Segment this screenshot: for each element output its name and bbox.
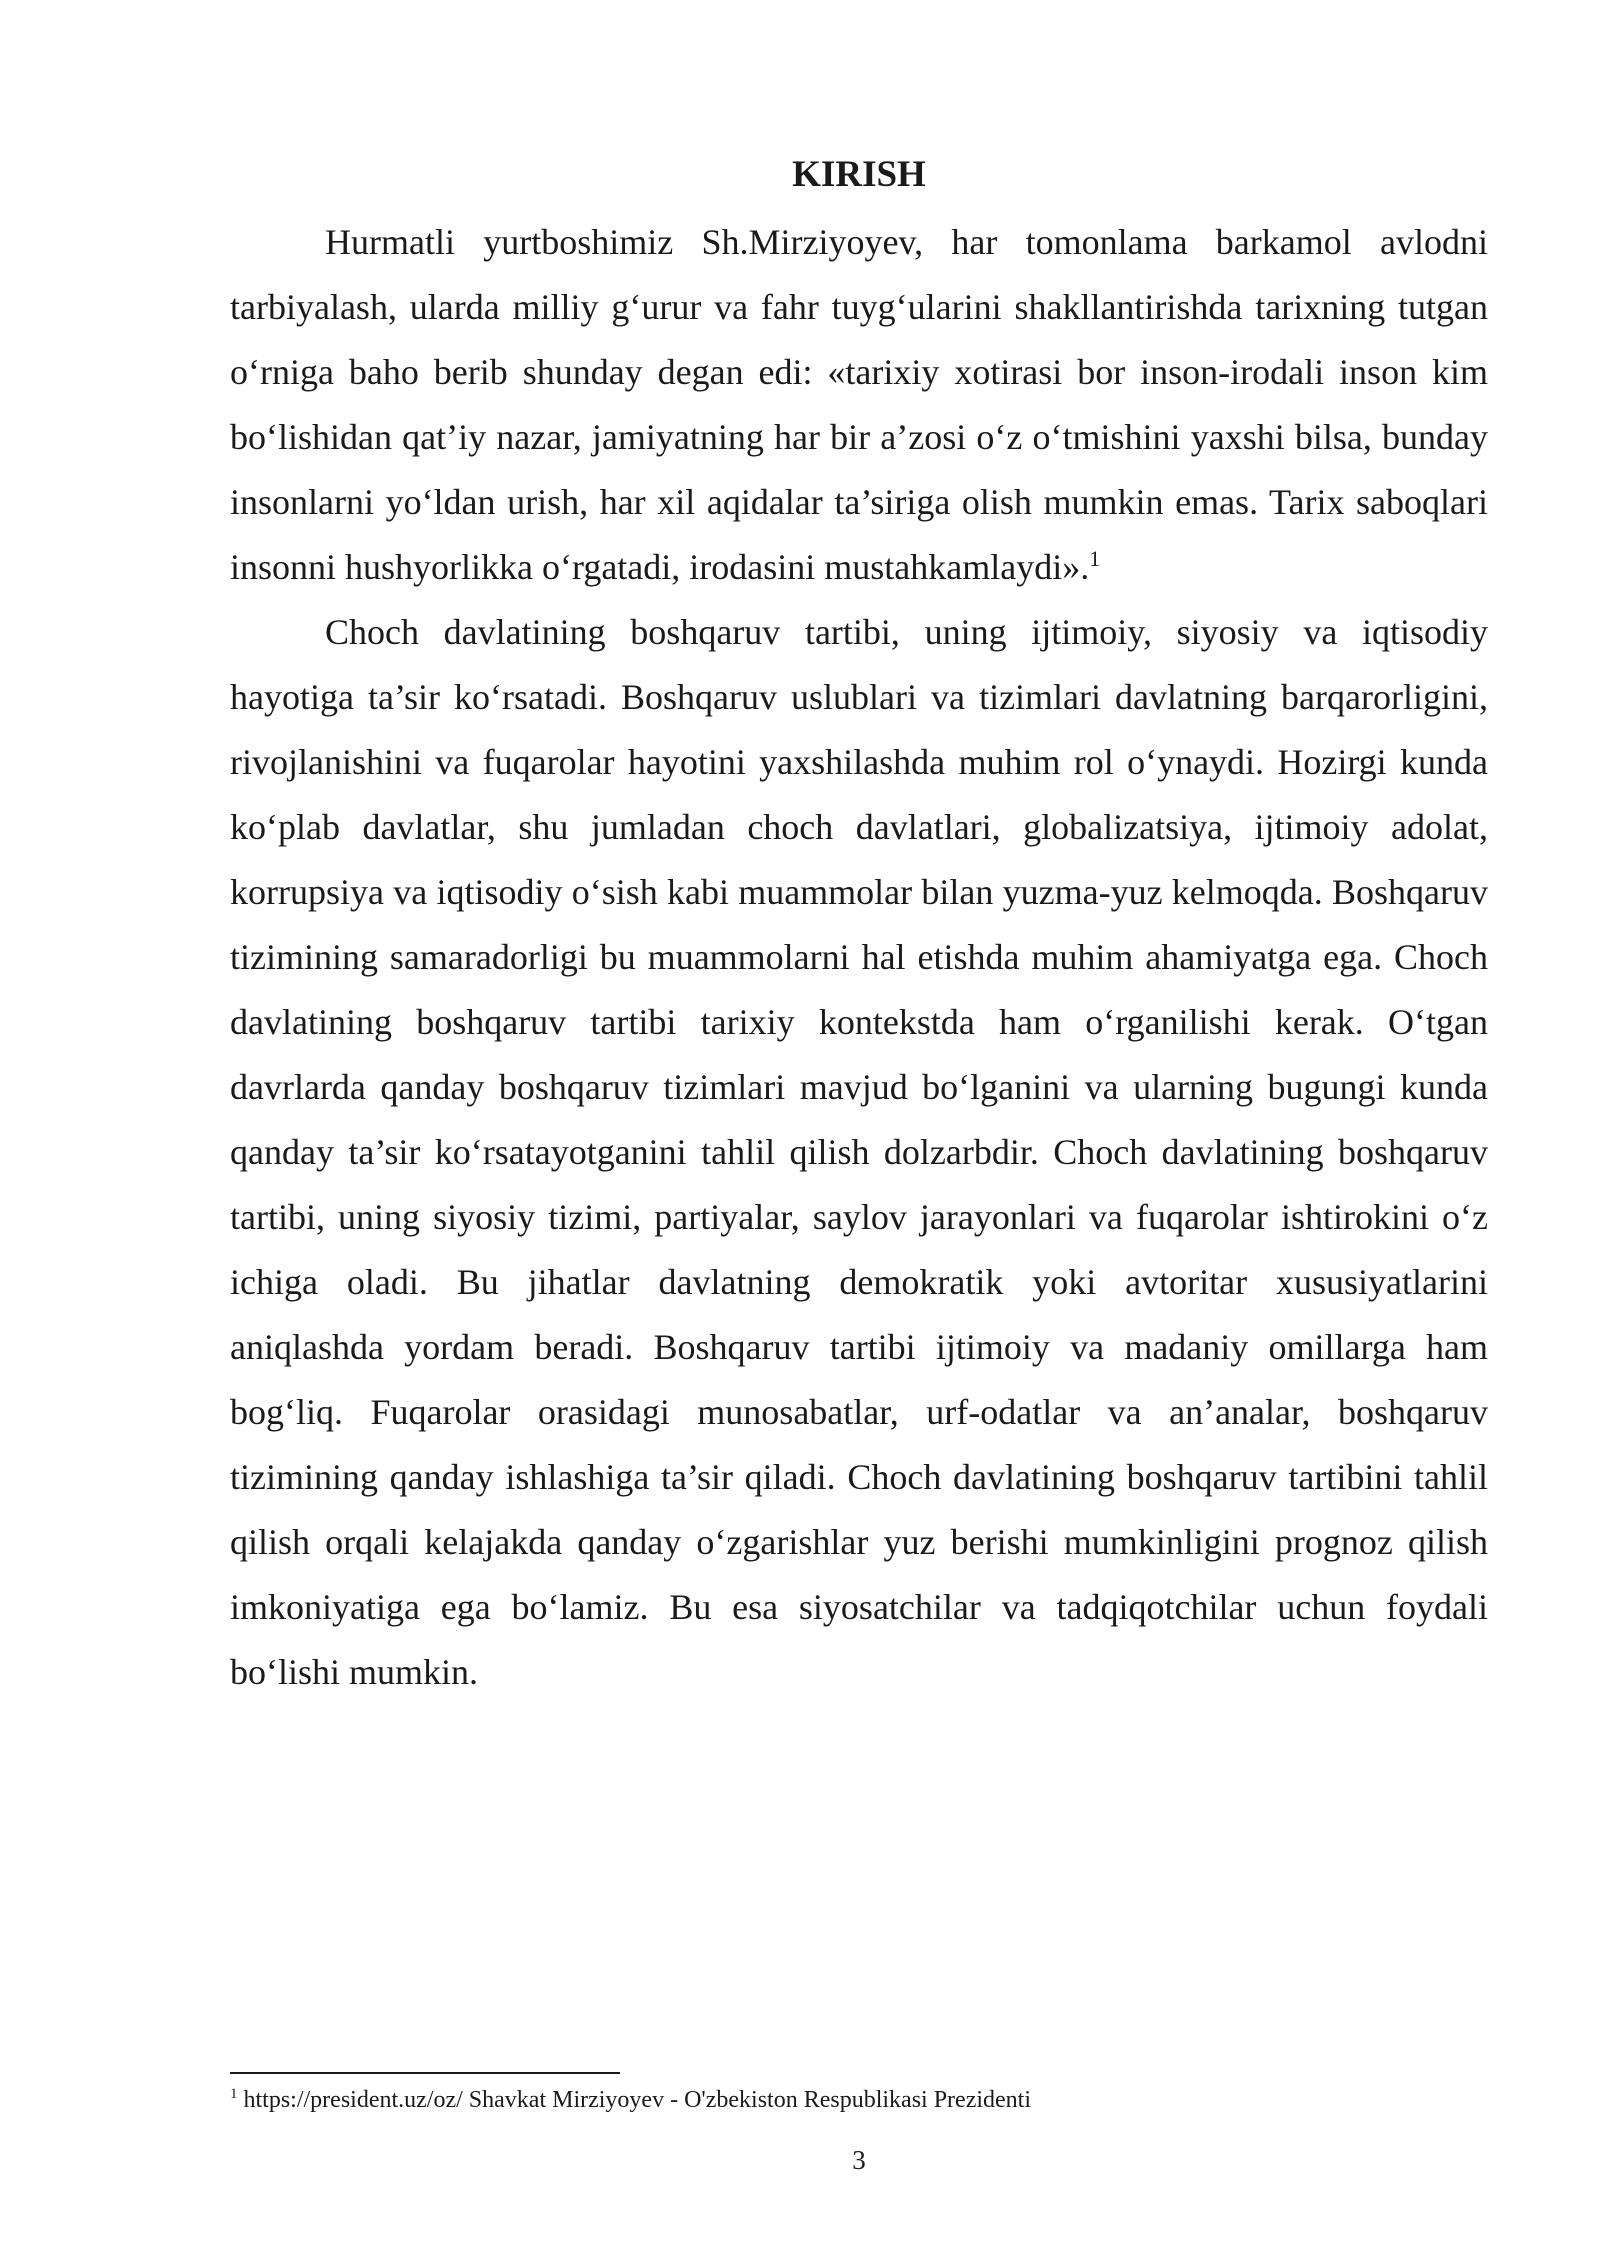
footnote-reference[interactable]: 1 <box>1089 546 1101 571</box>
paragraph-2-text: Choch davlatining boshqaruv tartibi, uning ijtimoiy, siyosiy va iqtisodiy hayotiga ta’sir ko‘rsatadi. Boshqaruv uslublari va tizimlari davlatning barqarorligini, rivojlanishini va fuqarolar hayotini yaxshilashda muhim rol o‘ynaydi. Hozirgi kunda ko‘plab davlatlar, shu jumladan choch davlatlari, globalizatsiya, ijtimoiy adolat, korrupsiya va iqtisodiy o‘sish kabi muammolar bilan yuzma-yuz kelmoqda. Boshqaruv tizimining samaradorligi bu muammolarni hal etishda muhim ahamiyatga ega. Choch davlatining boshqaruv tartibi tarixiy kontekstda ham o‘rganilishi kerak. O‘tgan davrlarda qanday boshqaruv tizimlari mavjud bo‘lganini va ularning bugungi kunda qanday ta’sir ko‘rsatayotganini tahlil qilish dolzarbdir. Choch davlatining boshqaruv tartibi, uning siyosiy tizimi, partiyalar, saylov jarayonlari va fuqarolar ishtirokini o‘z ichiga oladi. Bu jihatlar davlatning demokratik yoki avtoritar xususiyatlarini aniqlashda yordam beradi. Boshqaruv tartibi ijtimoiy va madaniy omillarga ham bog‘liq. Fuqarolar orasidagi munosabatlar, urf-odatlar va an’analar, boshqaruv tizimining qanday ishlashiga ta’sir qiladi. Choch davlatining boshqaruv tartibini tahlil qilish orqali kelajakda qanday o‘zgarishlar yuz berishi mumkinligini prognoz qilish imkoniyatiga ega bo‘lamiz. Bu esa siyosatchilar va tadqiqotchilar uchun foydali bo‘lishi mumkin. <box>230 612 1488 1692</box>
footnote-text[interactable]: https://president.uz/oz/ Shavkat Mirziyoyev - O'zbekiston Respublikasi Prezidenti <box>243 2087 1032 2113</box>
paragraph-2 <box>230 600 1488 1705</box>
paragraph-1-text: Hurmatli yurtboshimiz Sh.Mirziyoyev, har tomonlama barkamol avlodni tarbiyalash, ularda milliy g‘urur va fahr tuyg‘ularini shakllantirishda tarixning tutgan o‘rniga baho berib shunday degan edi: «tarixiy xotirasi bor inson-irodali inson kim bo‘lishidan qat’iy nazar, jamiyatning har bir a’zosi o‘z o‘tmishini yaxshi bilsa, bunday insonlarni yo‘ldan urish, har xil aqidalar ta’siriga olish mumkin emas. Tarix saboqlari insonni hushyorlikka o‘rgatadi, irodasini mustahkamlaydi». <box>230 222 1488 587</box>
footnote-mark: 1 <box>230 2086 238 2102</box>
footnote <box>230 2084 1488 2116</box>
page-number: 3 <box>852 2145 866 2175</box>
paragraph-1 <box>230 210 1488 600</box>
section-heading: KIRISH <box>792 154 926 195</box>
body-text <box>230 210 1488 1705</box>
footnote-separator <box>230 2072 620 2074</box>
